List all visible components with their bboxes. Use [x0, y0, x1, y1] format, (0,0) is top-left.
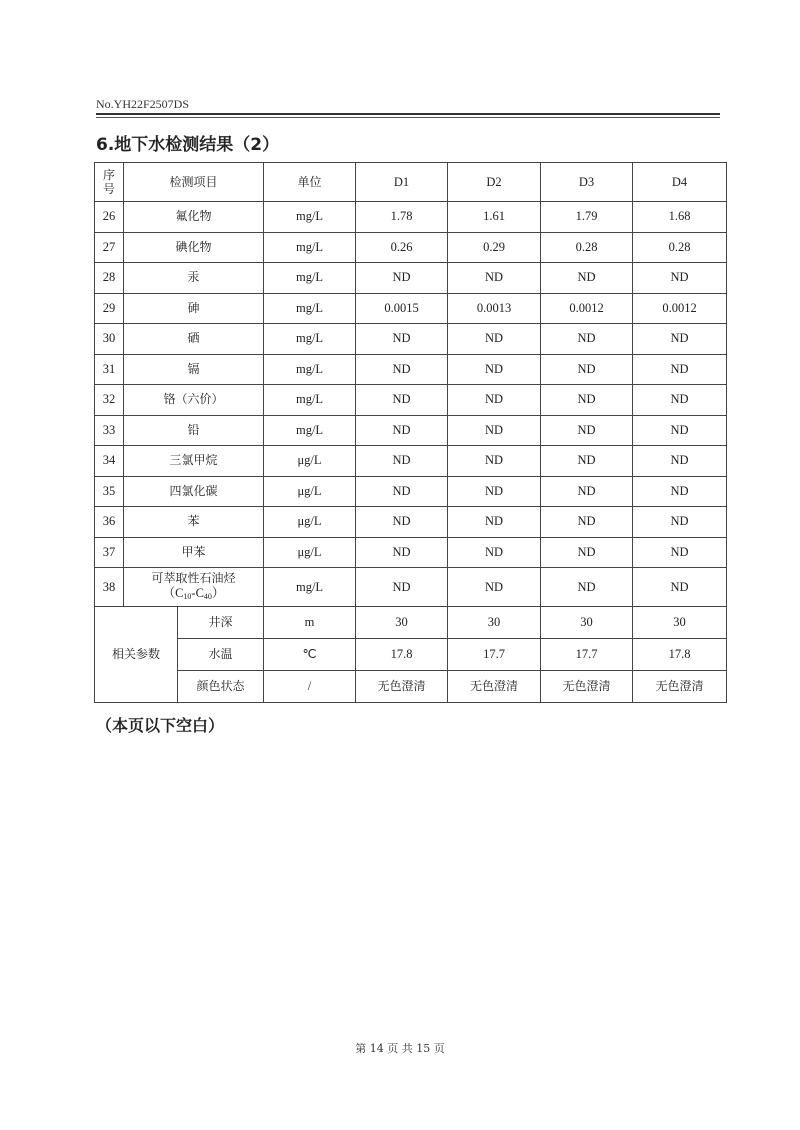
row-value-d4: 0.0012 [633, 293, 727, 324]
header-rule-thin [96, 117, 720, 118]
row-seq: 26 [95, 202, 124, 233]
row-value-d2: 0.29 [448, 232, 541, 263]
row-value-d4: ND [633, 263, 727, 294]
row-seq: 28 [95, 263, 124, 294]
row-item-name: 可萃取性石油烃 [151, 570, 236, 585]
row-item-name: 甲苯 [181, 544, 206, 559]
row-item [124, 446, 264, 477]
row-unit: mg/L [264, 415, 356, 446]
param-value-d4: 17.8 [633, 639, 727, 671]
row-value-d3: ND [541, 446, 633, 477]
row-unit: μg/L [264, 446, 356, 477]
param-value-d2: 无色澄清 [448, 671, 541, 703]
row-unit: μg/L [264, 537, 356, 568]
table-row [95, 385, 727, 416]
row-value-d1: ND [356, 354, 448, 385]
row-value-d3: 1.79 [541, 202, 633, 233]
row-seq: 29 [95, 293, 124, 324]
row-seq: 36 [95, 507, 124, 538]
row-value-d4: 0.28 [633, 232, 727, 263]
row-value-d4: ND [633, 415, 727, 446]
row-value-d4: ND [633, 446, 727, 477]
table-row [95, 293, 727, 324]
param-row [95, 671, 727, 703]
row-value-d3: ND [541, 385, 633, 416]
section-title: 6.地下水检测结果（2） [96, 135, 280, 155]
row-value-d2: ND [448, 507, 541, 538]
row-value-d3: ND [541, 537, 633, 568]
param-value-d1: 17.8 [356, 639, 448, 671]
row-seq: 30 [95, 324, 124, 355]
param-row [95, 639, 727, 671]
row-item-name: 碘化物 [175, 239, 212, 254]
row-value-d2: ND [448, 568, 541, 607]
row-value-d4: ND [633, 385, 727, 416]
param-row [95, 607, 727, 639]
table-row [95, 324, 727, 355]
param-name: 颜色状态 [178, 671, 264, 703]
row-unit: μg/L [264, 476, 356, 507]
row-value-d3: 0.0012 [541, 293, 633, 324]
row-value-d1: 0.26 [356, 232, 448, 263]
header-d3: D3 [541, 163, 633, 202]
table-row [95, 354, 727, 385]
row-item-name: 三氯甲烷 [169, 453, 218, 468]
row-item-name: 四氯化碳 [169, 483, 218, 498]
row-unit: mg/L [264, 293, 356, 324]
table-row [95, 446, 727, 477]
param-value-d4: 无色澄清 [633, 671, 727, 703]
row-value-d3: ND [541, 568, 633, 607]
row-value-d2: ND [448, 476, 541, 507]
row-value-d1: ND [356, 415, 448, 446]
row-seq: 32 [95, 385, 124, 416]
row-value-d2: ND [448, 354, 541, 385]
table-row [95, 507, 727, 538]
table-row [95, 415, 727, 446]
formula-part-open: （C [162, 585, 184, 600]
row-item [124, 293, 264, 324]
table-row [95, 263, 727, 294]
row-item-name: 苯 [187, 514, 200, 529]
row-unit: mg/L [264, 354, 356, 385]
row-unit: mg/L [264, 385, 356, 416]
formula-part-mid: -C [191, 585, 204, 600]
row-value-d1: ND [356, 476, 448, 507]
row-value-d3: ND [541, 354, 633, 385]
row-value-d1: 0.0015 [356, 293, 448, 324]
row-value-d1: ND [356, 446, 448, 477]
row-item-name: 铅 [187, 422, 200, 437]
row-value-d4: ND [633, 568, 727, 607]
row-unit: μg/L [264, 507, 356, 538]
param-value-d1: 30 [356, 607, 448, 639]
row-seq: 35 [95, 476, 124, 507]
row-value-d4: ND [633, 476, 727, 507]
row-value-d4: ND [633, 354, 727, 385]
param-value-d3: 无色澄清 [541, 671, 633, 703]
row-value-d2: ND [448, 385, 541, 416]
table-row [95, 476, 727, 507]
row-item-name: 砷 [187, 300, 200, 315]
row-value-d2: 0.0013 [448, 293, 541, 324]
header-d4: D4 [633, 163, 727, 202]
row-seq: 33 [95, 415, 124, 446]
table-row [95, 202, 727, 233]
formula-part-close: ） [211, 585, 225, 600]
row-value-d1: ND [356, 568, 448, 607]
row-item [124, 385, 264, 416]
row-item [124, 415, 264, 446]
row-value-d3: 0.28 [541, 232, 633, 263]
row-item-name: 铬（六价） [163, 392, 224, 407]
row-value-d4: ND [633, 537, 727, 568]
param-name: 水温 [178, 639, 264, 671]
row-value-d1: ND [356, 263, 448, 294]
param-value-d1: 无色澄清 [356, 671, 448, 703]
header-d2: D2 [448, 163, 541, 202]
header-row [95, 163, 727, 202]
row-item [124, 324, 264, 355]
row-unit: mg/L [264, 568, 356, 607]
row-value-d4: ND [633, 324, 727, 355]
param-value-d3: 30 [541, 607, 633, 639]
row-value-d2: ND [448, 415, 541, 446]
row-value-d1: ND [356, 324, 448, 355]
row-item [124, 568, 264, 607]
param-value-d3: 17.7 [541, 639, 633, 671]
header-unit: 单位 [264, 163, 356, 202]
row-seq: 37 [95, 537, 124, 568]
param-unit: / [264, 671, 356, 703]
row-value-d1: 1.78 [356, 202, 448, 233]
param-value-d4: 30 [633, 607, 727, 639]
row-item-formula [163, 586, 225, 600]
row-unit: mg/L [264, 263, 356, 294]
row-item [124, 507, 264, 538]
row-value-d4: ND [633, 507, 727, 538]
row-value-d3: ND [541, 507, 633, 538]
row-item [124, 537, 264, 568]
header-d1: D1 [356, 163, 448, 202]
row-value-d3: ND [541, 324, 633, 355]
row-item [124, 354, 264, 385]
row-value-d3: ND [541, 476, 633, 507]
row-value-d3: ND [541, 415, 633, 446]
param-unit: ℃ [264, 639, 356, 671]
page-footer: 第 14 页 共 15 页 [355, 1042, 445, 1055]
table-row [95, 537, 727, 568]
param-unit: m [264, 607, 356, 639]
row-seq: 38 [95, 568, 124, 607]
header-item: 检测项目 [124, 163, 264, 202]
params-label: 相关参数 [95, 607, 178, 703]
row-item-name: 镉 [187, 361, 200, 376]
row-value-d1: ND [356, 507, 448, 538]
row-seq: 31 [95, 354, 124, 385]
row-item-name: 硒 [187, 331, 200, 346]
row-unit: mg/L [264, 324, 356, 355]
formula-part-b: 40 [203, 591, 212, 601]
row-value-d2: 1.61 [448, 202, 541, 233]
row-value-d2: ND [448, 446, 541, 477]
table-row [95, 568, 727, 607]
formula-part-a: 10 [183, 591, 192, 601]
row-value-d3: ND [541, 263, 633, 294]
row-seq: 34 [95, 446, 124, 477]
row-unit: mg/L [264, 232, 356, 263]
row-value-d1: ND [356, 537, 448, 568]
row-item-name: 汞 [187, 270, 200, 285]
header-seq: 序号 [95, 163, 124, 202]
param-name: 井深 [178, 607, 264, 639]
row-unit: mg/L [264, 202, 356, 233]
results-table [94, 162, 727, 703]
document-number: No.YH22F2507DS [96, 97, 190, 111]
row-value-d2: ND [448, 537, 541, 568]
row-seq: 27 [95, 232, 124, 263]
row-value-d1: ND [356, 385, 448, 416]
row-item [124, 476, 264, 507]
row-value-d2: ND [448, 324, 541, 355]
row-item [124, 232, 264, 263]
table-row [95, 232, 727, 263]
blank-note: （本页以下空白） [96, 716, 225, 735]
param-value-d2: 30 [448, 607, 541, 639]
row-item [124, 202, 264, 233]
row-item [124, 263, 264, 294]
header-rule-thick [96, 113, 720, 115]
row-item-name: 氟化物 [175, 209, 212, 224]
row-value-d4: 1.68 [633, 202, 727, 233]
param-value-d2: 17.7 [448, 639, 541, 671]
row-value-d2: ND [448, 263, 541, 294]
